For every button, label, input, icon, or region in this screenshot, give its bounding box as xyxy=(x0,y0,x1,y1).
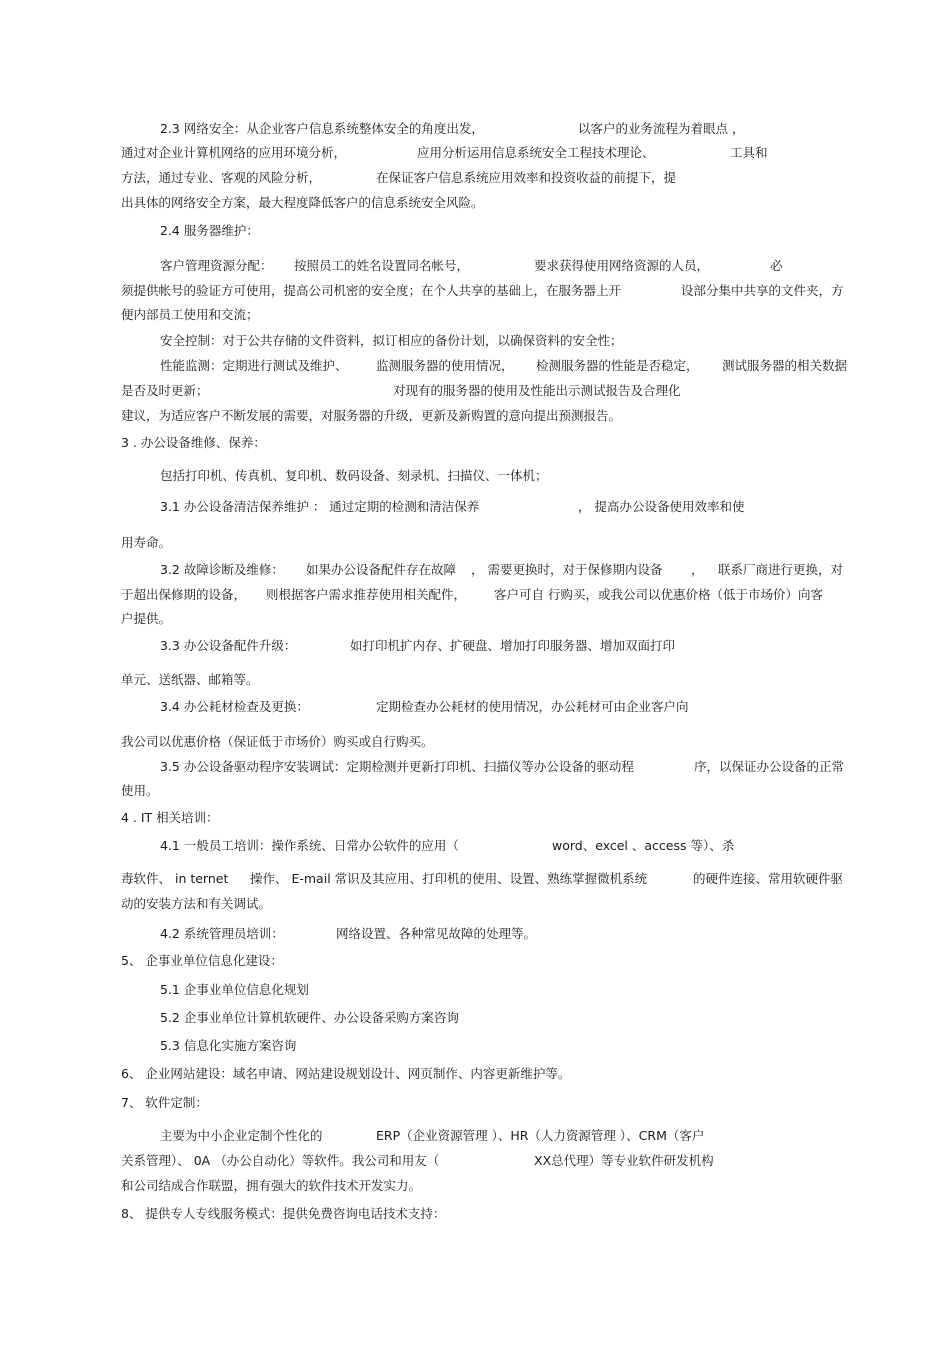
text-line: 序，以保证办公设备的正常 xyxy=(694,759,845,774)
text-line: 网络设置、各种常见故障的处理等。 xyxy=(336,926,537,941)
text-line: 以客户的业务流程为着眼点 ， xyxy=(578,121,745,136)
text-line: 2.3 网络安全：从企业客户信息系统整体安全的角度出发， xyxy=(160,121,484,136)
text-line: 如果办公设备配件存在故障 xyxy=(306,562,457,577)
text-line: 我公司以优惠价格（保证低于市场价）购买或自行购买。 xyxy=(121,734,434,749)
text-line: 用寿命。 xyxy=(121,535,172,550)
text-line: 监测服务器的使用情况， xyxy=(376,358,514,373)
section-heading: 4 . IT 相关培训： xyxy=(121,810,219,825)
section-heading: 6、 企业网站建设：域名申请、网站建设规划设计、网页制作、内容更新维护等。 xyxy=(121,1066,571,1081)
section-heading: 5、 企事业单位信息化建设： xyxy=(121,953,283,968)
text-line: 工具和 xyxy=(730,145,768,160)
text-line: 检测服务器的性能是否稳定， xyxy=(536,358,699,373)
text-line: 4.1 一般员工培训：操作系统、日常办公软件的应用（ xyxy=(160,838,459,853)
text-line: 于超出保修期的设备， xyxy=(121,587,247,602)
section-heading: 3 . 办公设备维修、保养： xyxy=(121,435,266,450)
text-line: 毒软件、 in ternet xyxy=(121,871,229,886)
text-line: 安全控制：对于公共存储的文件资料，拟订相应的备份计划，以确保资料的安全性； xyxy=(160,333,623,348)
text-line: 须提供帐号的验证方可使用，提高公司机密的安全度；在个人共享的基础上，在服务器上开 xyxy=(121,283,622,298)
text-line: 通过对企业计算机网络的应用环境分析， xyxy=(121,145,347,160)
text-line: 则根据客户需求推荐使用相关配件， xyxy=(266,587,467,602)
section-heading: 2.4 服务器维护： xyxy=(160,223,259,238)
text-line: 在保证客户信息系统应用效率和投资收益的前提下，提 xyxy=(376,170,677,185)
text-line: 主要为中小企业定制个性化的 xyxy=(160,1128,323,1143)
text-line: 和公司结成合作联盟，拥有强大的软件技术开发实力。 xyxy=(121,1178,422,1193)
text-line: word、excel 、access 等）、杀 xyxy=(552,838,735,853)
text-line: 4.2 系统管理员培训： xyxy=(160,926,284,941)
text-line: 定期检查办公耗材的使用情况，办公耗材可由企业客户向 xyxy=(376,699,689,714)
text-line: 的硬件连接、常用软硬件驱 xyxy=(693,871,844,886)
text-line: 应用分析运用信息系统安全工程技术理论、 xyxy=(417,145,655,160)
text-line: 出具体的网络安全方案，最大程度降低客户的信息系统安全风险。 xyxy=(121,195,484,210)
text-line: ERP（企业资源管理 ）、HR（人力资源管理 ）、CRM（客户 xyxy=(376,1128,705,1143)
text-line: ， 提高办公设备使用效率和使 xyxy=(578,499,745,514)
text-line: 户提供。 xyxy=(121,611,172,626)
text-line: 3.1 办公设备清洁保养维护 ： 通过定期的检测和清洁保养 xyxy=(160,499,480,514)
text-line: 建议，为适应客户不断发展的需要，对服务器的升级，更新及新购置的意向提出预测报告。 xyxy=(121,408,622,423)
text-line: 如打印机扩内存、扩硬盘、增加打印服务器、增加双面打印 xyxy=(350,638,676,653)
text-line: 关系管理）、 0A （办公自动化）等软件。我公司和用友（ xyxy=(121,1153,440,1168)
text-line: 必 xyxy=(770,258,783,273)
text-line: 联系厂商进行更换，对 xyxy=(718,562,844,577)
text-line: 动的安装方法和有关调试。 xyxy=(121,896,272,911)
text-line: 3.5 办公设备驱动程序安装调试：定期检测并更新打印机、扫描仪等办公设备的驱动程 xyxy=(160,759,634,774)
text-line: 单元、送纸器、邮箱等。 xyxy=(121,672,259,687)
text-line: 3.2 故障诊断及维修： xyxy=(160,562,284,577)
text-line: 5.2 企事业单位计算机软硬件、办公设备采购方案咨询 xyxy=(160,1010,459,1025)
section-heading: 7、 软件定制： xyxy=(121,1095,208,1110)
section-heading: 8、 提供专人专线服务模式：提供免费咨询电话技术支持： xyxy=(121,1206,446,1221)
text-line: 设部分集中共享的文件夹，方 xyxy=(681,283,844,298)
text-line: 3.4 办公耗材检查及更换： xyxy=(160,699,309,714)
text-line: 5.3 信息化实施方案咨询 xyxy=(160,1038,297,1053)
text-line: 性能监测：定期进行测试及维护、 xyxy=(160,358,348,373)
text-line: 要求获得使用网络资源的人员， xyxy=(534,258,710,273)
text-line: 方法，通过专业、客观的风险分析， xyxy=(121,170,322,185)
text-line: 包括打印机、传真机、复印机、数码设备、刻录机、扫描仪、一体机； xyxy=(160,468,548,483)
text-line: 5.1 企事业单位信息化规划 xyxy=(160,982,309,997)
text-line: ， 需要更换时，对于保修期内设备 xyxy=(471,562,663,577)
text-line: 客户可自 行购买，或我公司以优惠价格（低于市场价）向客 xyxy=(494,587,823,602)
text-line: 是否及时更新； xyxy=(121,383,209,398)
text-line: ， xyxy=(691,562,704,577)
text-line: 使用。 xyxy=(121,783,159,798)
text-line: 测试服务器的相关数据 xyxy=(722,358,848,373)
text-line: 操作、 E-mail 常识及其应用、打印机的使用、设置、熟练掌握微机系统 xyxy=(250,871,648,886)
text-line: XX总代理）等专业软件研发机构 xyxy=(534,1153,714,1168)
text-line: 3.3 办公设备配件升级： xyxy=(160,638,297,653)
text-line: 便内部员工使用和交流； xyxy=(121,307,259,322)
text-line: 客户管理资源分配： xyxy=(160,258,273,273)
text-line: 按照员工的姓名设置同名帐号， xyxy=(294,258,470,273)
text-line: 对现有的服务器的使用及性能出示测试报告及合理化 xyxy=(393,383,681,398)
